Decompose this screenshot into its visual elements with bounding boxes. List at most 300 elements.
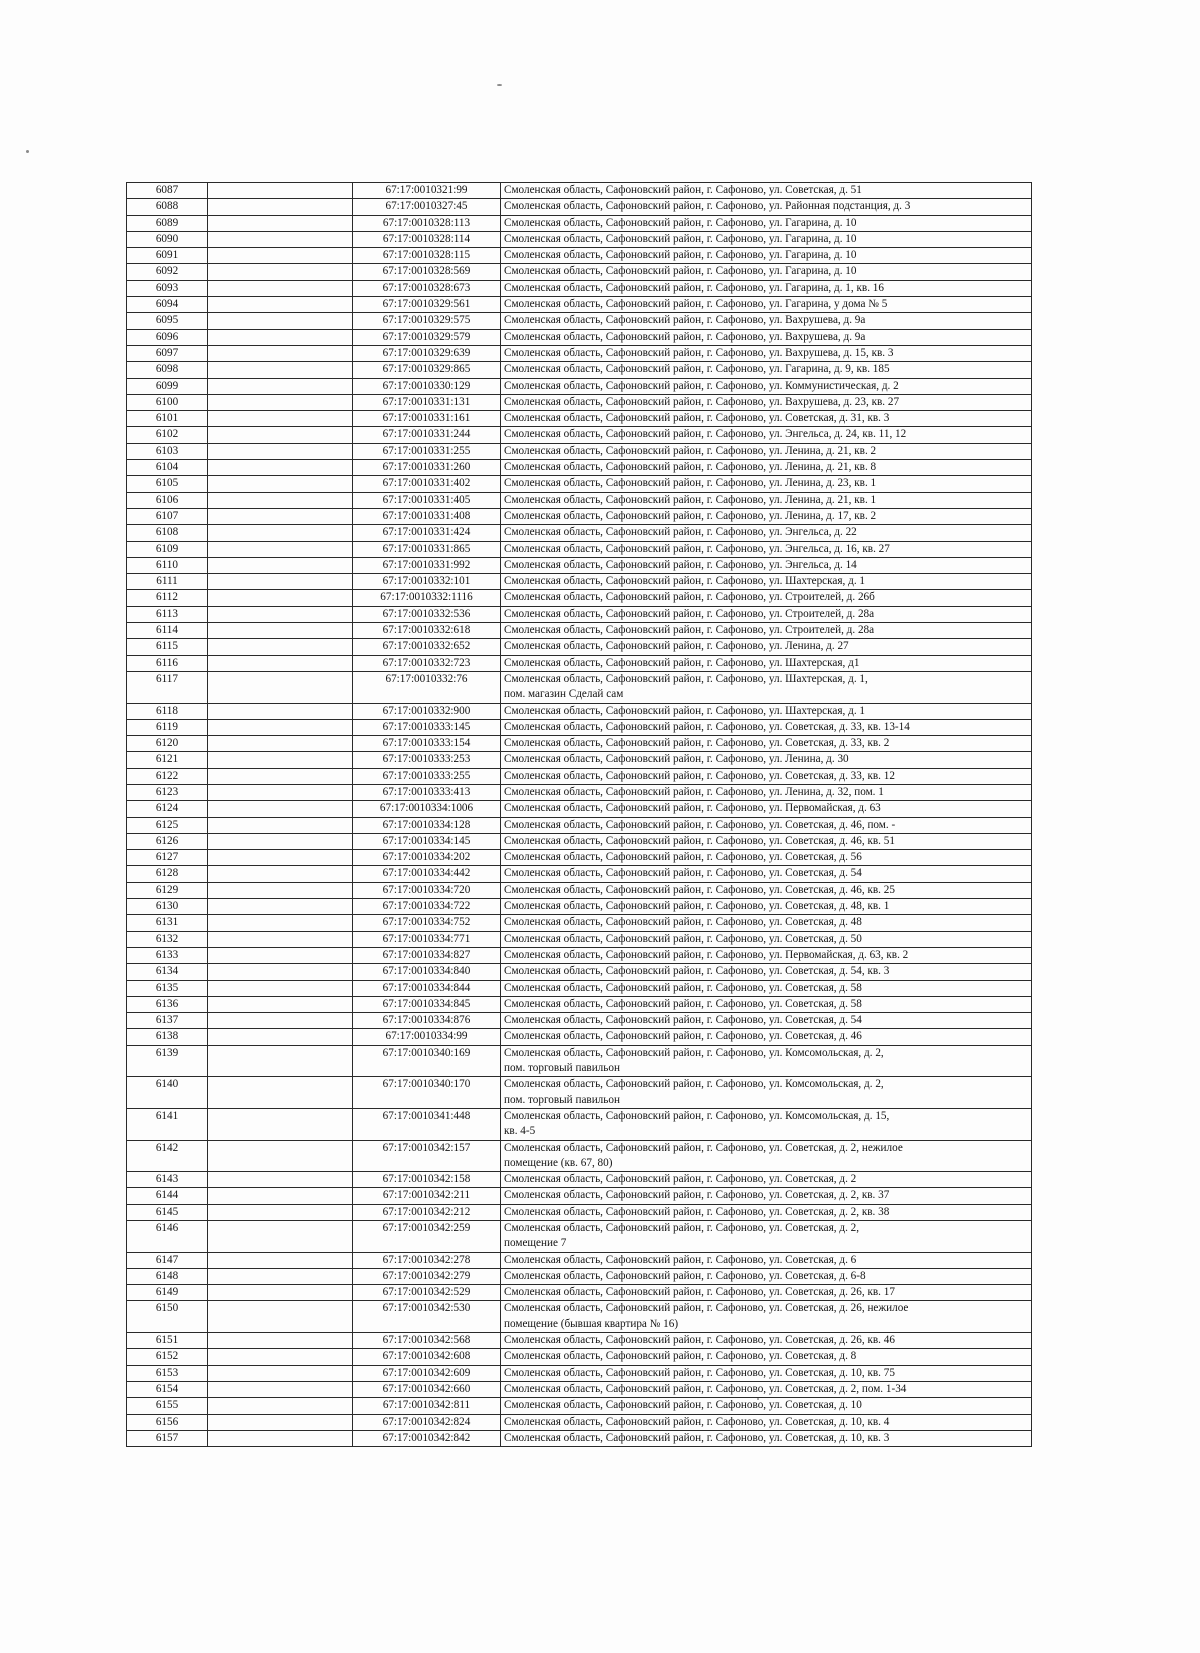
address-cell (501, 655, 1032, 671)
cadastral-number-cell: 67:17:0010332:618 (353, 623, 501, 639)
empty-cell (208, 1188, 353, 1204)
address-line: Смоленская область, Сафоновский район, г. Сафоново, ул. Советская, д. 2, нежилое (504, 1141, 903, 1154)
cadastral-number-cell: 67:17:0010342:568 (353, 1333, 501, 1349)
row-number-cell: 6123 (127, 784, 208, 800)
address-cell (501, 752, 1032, 768)
row-number-cell: 6127 (127, 850, 208, 866)
table-row (127, 492, 1032, 508)
table-row (127, 1381, 1032, 1397)
address-cell (501, 899, 1032, 915)
cadastral-number-cell: 67:17:0010333:145 (353, 719, 501, 735)
address-line: Смоленская область, Сафоновский район, г. Сафоново, ул. Советская, д. 54, кв. 3 (504, 965, 890, 978)
address-line: Смоленская область, Сафоновский район, г. Сафоново, ул. Ленина, д. 32, пом. 1 (504, 785, 884, 798)
cadastral-number-cell: 67:17:0010334:442 (353, 866, 501, 882)
cadastral-number-cell: 67:17:0010342:811 (353, 1398, 501, 1414)
empty-cell (208, 817, 353, 833)
empty-cell (208, 866, 353, 882)
address-line: Смоленская область, Сафоновский район, г. Сафоново, ул. Советская, д. 54 (504, 867, 862, 880)
row-number-cell: 6108 (127, 525, 208, 541)
address-line: Смоленская область, Сафоновский район, г. Сафоново, ул. Строителей, д. 26б (504, 591, 875, 604)
empty-cell (208, 378, 353, 394)
address-cell (501, 443, 1032, 459)
empty-cell (208, 1108, 353, 1140)
address-line: Смоленская область, Сафоновский район, г. Сафоново, ул. Советская, д. 26, нежилое (504, 1302, 909, 1315)
table-row (127, 947, 1032, 963)
empty-cell (208, 1301, 353, 1333)
table-row (127, 1013, 1032, 1029)
cadastral-number-cell: 67:17:0010342:278 (353, 1252, 501, 1268)
empty-cell (208, 1221, 353, 1253)
address-line: Смоленская область, Сафоновский район, г. Сафоново, ул. Ленина, д. 21, кв. 1 (504, 493, 877, 506)
address-cell (501, 1430, 1032, 1446)
address-line: Смоленская область, Сафоновский район, г. Сафоново, ул. Ленина, д. 27 (504, 640, 849, 653)
address-line: Смоленская область, Сафоновский район, г. Сафоново, ул. Комсомольская, д. 2, (504, 1046, 884, 1059)
table-row (127, 1365, 1032, 1381)
table-row (127, 833, 1032, 849)
address-line: Смоленская область, Сафоновский район, г. Сафоново, ул. Советская, д. 54 (504, 1014, 862, 1027)
empty-cell (208, 460, 353, 476)
row-number-cell: 6105 (127, 476, 208, 492)
address-cell (501, 1029, 1032, 1045)
table-row (127, 1140, 1032, 1172)
row-number-cell: 6114 (127, 623, 208, 639)
row-number-cell: 6109 (127, 541, 208, 557)
cadastral-number-cell: 67:17:0010329:639 (353, 345, 501, 361)
table-row (127, 1301, 1032, 1333)
address-line: Смоленская область, Сафоновский район, г. Сафоново, ул. Строителей, д. 28а (504, 624, 875, 637)
empty-cell (208, 1414, 353, 1430)
address-line: Смоленская область, Сафоновский район, г. Сафоново, ул. Ленина, д. 23, кв. 1 (504, 477, 877, 490)
row-number-cell: 6135 (127, 980, 208, 996)
address-cell (501, 394, 1032, 410)
cadastral-number-cell: 67:17:0010334:722 (353, 899, 501, 915)
address-cell (501, 183, 1032, 199)
address-line-continued: пом. торговый павильон (504, 1062, 620, 1075)
empty-cell (208, 345, 353, 361)
empty-cell (208, 833, 353, 849)
empty-cell (208, 623, 353, 639)
address-cell (501, 492, 1032, 508)
row-number-cell: 6138 (127, 1029, 208, 1045)
address-line: Смоленская область, Сафоновский район, г. Сафоново, ул. Советская, д. 10, кв. 75 (504, 1366, 895, 1379)
address-cell (501, 703, 1032, 719)
cadastral-number-cell: 67:17:0010342:211 (353, 1188, 501, 1204)
cadastral-number-cell: 67:17:0010328:673 (353, 280, 501, 296)
table-row (127, 768, 1032, 784)
address-line: Смоленская область, Сафоновский район, г. Сафоново, ул. Советская, д. 2 (504, 1173, 857, 1186)
address-cell (501, 476, 1032, 492)
row-number-cell: 6118 (127, 703, 208, 719)
table-row (127, 752, 1032, 768)
row-number-cell: 6143 (127, 1172, 208, 1188)
address-cell (501, 1285, 1032, 1301)
row-number-cell: 6104 (127, 460, 208, 476)
cadastral-number-cell: 67:17:0010342:259 (353, 1221, 501, 1253)
cadastral-number-cell: 67:17:0010331:408 (353, 508, 501, 524)
address-line-continued: пом. магазин Сделай сам (504, 688, 624, 701)
row-number-cell: 6145 (127, 1204, 208, 1220)
address-cell (501, 1398, 1032, 1414)
empty-cell (208, 964, 353, 980)
address-cell (501, 280, 1032, 296)
address-cell (501, 329, 1032, 345)
row-number-cell: 6142 (127, 1140, 208, 1172)
address-line: Смоленская область, Сафоновский район, г. Сафоново, ул. Гагарина, д. 1, кв. 16 (504, 281, 884, 294)
empty-cell (208, 1172, 353, 1188)
address-line: Смоленская область, Сафоновский район, г. Сафоново, ул. Советская, д. 6 (504, 1253, 857, 1266)
row-number-cell: 6101 (127, 411, 208, 427)
empty-cell (208, 199, 353, 215)
cadastral-number-cell: 67:17:0010334:876 (353, 1013, 501, 1029)
address-line: Смоленская область, Сафоновский район, г. Сафоново, ул. Советская, д. 2, пом. 1-34 (504, 1382, 907, 1395)
empty-cell (208, 915, 353, 931)
address-line: Смоленская область, Сафоновский район, г. Сафоново, ул. Ленина, д. 21, кв. 8 (504, 461, 877, 474)
row-number-cell: 6150 (127, 1301, 208, 1333)
cadastral-number-cell: 67:17:0010331:865 (353, 541, 501, 557)
row-number-cell: 6139 (127, 1045, 208, 1077)
row-number-cell: 6110 (127, 557, 208, 573)
cadastral-number-cell: 67:17:0010331:255 (353, 443, 501, 459)
empty-cell (208, 784, 353, 800)
row-number-cell: 6113 (127, 606, 208, 622)
empty-cell (208, 606, 353, 622)
table-row (127, 996, 1032, 1012)
empty-cell (208, 1077, 353, 1109)
cadastral-number-cell: 67:17:0010331:131 (353, 394, 501, 410)
row-number-cell: 6112 (127, 590, 208, 606)
cadastral-number-cell: 67:17:0010333:154 (353, 736, 501, 752)
cadastral-number-cell: 67:17:0010341:448 (353, 1108, 501, 1140)
row-number-cell: 6092 (127, 264, 208, 280)
address-cell (501, 297, 1032, 313)
address-line: Смоленская область, Сафоновский район, г. Сафоново, ул. Гагарина, д. 10 (504, 216, 857, 229)
empty-cell (208, 1204, 353, 1220)
address-line: Смоленская область, Сафоновский район, г. Сафоново, ул. Гагарина, д. 10 (504, 249, 857, 262)
cadastral-number-cell: 67:17:0010342:530 (353, 1301, 501, 1333)
address-line: Смоленская область, Сафоновский район, г. Сафоново, ул. Советская, д. 31, кв. 3 (504, 412, 890, 425)
table-row (127, 671, 1032, 703)
table-row (127, 394, 1032, 410)
table-row (127, 1414, 1032, 1430)
empty-cell (208, 427, 353, 443)
address-line: Смоленская область, Сафоновский район, г. Сафоново, ул. Советская, д. 48 (504, 916, 862, 929)
scan-speck (26, 150, 29, 153)
row-number-cell: 6120 (127, 736, 208, 752)
row-number-cell: 6115 (127, 639, 208, 655)
address-cell (501, 1221, 1032, 1253)
cadastral-number-cell: 67:17:0010334:771 (353, 931, 501, 947)
table-row (127, 1430, 1032, 1446)
address-line: Смоленская область, Сафоновский район, г. Сафоново, ул. Шахтерская, д. 1, (504, 672, 868, 685)
address-cell (501, 671, 1032, 703)
row-number-cell: 6129 (127, 882, 208, 898)
table-row (127, 1221, 1032, 1253)
row-number-cell: 6121 (127, 752, 208, 768)
cadastral-number-cell: 67:17:0010342:609 (353, 1365, 501, 1381)
table-row (127, 1252, 1032, 1268)
table-row (127, 427, 1032, 443)
address-line: Смоленская область, Сафоновский район, г. Сафоново, ул. Шахтерская, д. 1 (504, 575, 866, 588)
row-number-cell: 6090 (127, 231, 208, 247)
address-cell (501, 947, 1032, 963)
cadastral-number-cell: 67:17:0010334:840 (353, 964, 501, 980)
row-number-cell: 6152 (127, 1349, 208, 1365)
row-number-cell: 6124 (127, 801, 208, 817)
table-row (127, 964, 1032, 980)
row-number-cell: 6117 (127, 671, 208, 703)
address-cell (501, 801, 1032, 817)
address-line-continued: помещение (кв. 67, 80) (504, 1156, 613, 1169)
cadastral-number-cell: 67:17:0010334:145 (353, 833, 501, 849)
address-line: Смоленская область, Сафоновский район, г. Сафоново, ул. Советская, д. 10, кв. 3 (504, 1431, 890, 1444)
table-row (127, 1188, 1032, 1204)
address-line: Смоленская область, Сафоновский район, г. Сафоново, ул. Шахтерская, д1 (504, 656, 860, 669)
address-cell (501, 1333, 1032, 1349)
address-cell (501, 1188, 1032, 1204)
row-number-cell: 6156 (127, 1414, 208, 1430)
empty-cell (208, 1252, 353, 1268)
table-row (127, 817, 1032, 833)
cadastral-number-cell: 67:17:0010342:824 (353, 1414, 501, 1430)
address-line: Смоленская область, Сафоновский район, г. Сафоново, ул. Ленина, д. 21, кв. 2 (504, 444, 877, 457)
empty-cell (208, 492, 353, 508)
row-number-cell: 6133 (127, 947, 208, 963)
address-line: Смоленская область, Сафоновский район, г. Сафоново, ул. Советская, д. 26, кв. 46 (504, 1334, 895, 1347)
table-row (127, 606, 1032, 622)
table-row (127, 183, 1032, 199)
address-cell (501, 784, 1032, 800)
row-number-cell: 6125 (127, 817, 208, 833)
table-row (127, 231, 1032, 247)
scan-speck (497, 84, 502, 86)
empty-cell (208, 264, 353, 280)
row-number-cell: 6140 (127, 1077, 208, 1109)
cadastral-number-cell: 67:17:0010333:413 (353, 784, 501, 800)
address-cell (501, 1381, 1032, 1397)
table-row (127, 590, 1032, 606)
table-row (127, 980, 1032, 996)
empty-cell (208, 280, 353, 296)
empty-cell (208, 899, 353, 915)
cadastral-number-cell: 67:17:0010332:652 (353, 639, 501, 655)
empty-cell (208, 362, 353, 378)
address-line-continued: помещение (бывшая квартира № 16) (504, 1317, 679, 1330)
address-cell (501, 525, 1032, 541)
row-number-cell: 6151 (127, 1333, 208, 1349)
cadastral-number-cell: 67:17:0010342:842 (353, 1430, 501, 1446)
table-row (127, 1333, 1032, 1349)
address-line: Смоленская область, Сафоновский район, г. Сафоново, ул. Советская, д. 2, кв. 38 (504, 1205, 890, 1218)
empty-cell (208, 736, 353, 752)
address-cell (501, 996, 1032, 1012)
empty-cell (208, 703, 353, 719)
address-cell (501, 313, 1032, 329)
address-line: Смоленская область, Сафоновский район, г. Сафоново, ул. Комсомольская, д. 15, (504, 1109, 890, 1122)
cadastral-number-cell: 67:17:0010342:212 (353, 1204, 501, 1220)
address-cell (501, 866, 1032, 882)
table-row (127, 915, 1032, 931)
empty-cell (208, 768, 353, 784)
table-row (127, 313, 1032, 329)
address-cell (501, 1301, 1032, 1333)
address-cell (501, 1108, 1032, 1140)
address-cell (501, 557, 1032, 573)
row-number-cell: 6094 (127, 297, 208, 313)
row-number-cell: 6122 (127, 768, 208, 784)
empty-cell (208, 1430, 353, 1446)
row-number-cell: 6141 (127, 1108, 208, 1140)
address-cell (501, 264, 1032, 280)
row-number-cell: 6093 (127, 280, 208, 296)
row-number-cell: 6155 (127, 1398, 208, 1414)
address-cell (501, 1172, 1032, 1188)
row-number-cell: 6157 (127, 1430, 208, 1446)
table-row (127, 215, 1032, 231)
registry-table-body (127, 183, 1032, 1447)
address-cell (501, 199, 1032, 215)
row-number-cell: 6088 (127, 199, 208, 215)
empty-cell (208, 1045, 353, 1077)
row-number-cell: 6128 (127, 866, 208, 882)
empty-cell (208, 313, 353, 329)
row-number-cell: 6095 (127, 313, 208, 329)
address-line-continued: пом. торговый павильон (504, 1093, 620, 1106)
cadastral-number-cell: 67:17:0010327:45 (353, 199, 501, 215)
address-cell (501, 427, 1032, 443)
address-line: Смоленская область, Сафоновский район, г. Сафоново, ул. Советская, д. 8 (504, 1350, 857, 1363)
address-line: Смоленская область, Сафоновский район, г. Сафоново, ул. Советская, д. 26, кв. 17 (504, 1286, 895, 1299)
address-cell (501, 590, 1032, 606)
empty-cell (208, 1381, 353, 1397)
table-row (127, 784, 1032, 800)
registry-table (126, 182, 1032, 1447)
cadastral-number-cell: 67:17:0010328:115 (353, 248, 501, 264)
table-row (127, 850, 1032, 866)
cadastral-number-cell: 67:17:0010342:529 (353, 1285, 501, 1301)
empty-cell (208, 508, 353, 524)
empty-cell (208, 215, 353, 231)
row-number-cell: 6144 (127, 1188, 208, 1204)
empty-cell (208, 1365, 353, 1381)
empty-cell (208, 801, 353, 817)
address-line: Смоленская область, Сафоновский район, г. Сафоново, ул. Советская, д. 51 (504, 184, 862, 196)
row-number-cell: 6134 (127, 964, 208, 980)
cadastral-number-cell: 67:17:0010332:536 (353, 606, 501, 622)
row-number-cell: 6154 (127, 1381, 208, 1397)
cadastral-number-cell: 67:17:0010334:128 (353, 817, 501, 833)
address-cell (501, 817, 1032, 833)
cadastral-number-cell: 67:17:0010328:113 (353, 215, 501, 231)
cadastral-number-cell: 67:17:0010331:424 (353, 525, 501, 541)
address-line-continued: помещение 7 (504, 1237, 567, 1250)
address-line: Смоленская область, Сафоновский район, г. Сафоново, ул. Районная подстанция, д. 3 (504, 200, 911, 213)
empty-cell (208, 590, 353, 606)
cadastral-number-cell: 67:17:0010329:865 (353, 362, 501, 378)
address-cell (501, 964, 1032, 980)
cadastral-number-cell: 67:17:0010330:129 (353, 378, 501, 394)
row-number-cell: 6126 (127, 833, 208, 849)
address-line: Смоленская область, Сафоновский район, г. Сафоново, ул. Вахрушева, д. 23, кв. 27 (504, 395, 900, 408)
address-cell (501, 915, 1032, 931)
table-row (127, 1398, 1032, 1414)
empty-cell (208, 1398, 353, 1414)
empty-cell (208, 443, 353, 459)
table-row (127, 899, 1032, 915)
address-line: Смоленская область, Сафоновский район, г. Сафоново, ул. Гагарина, д. 9, кв. 185 (504, 363, 890, 376)
empty-cell (208, 411, 353, 427)
address-line: Смоленская область, Сафоновский район, г. Сафоново, ул. Гагарина, у дома № 5 (504, 298, 888, 311)
table-row (127, 378, 1032, 394)
row-number-cell: 6153 (127, 1365, 208, 1381)
table-row (127, 1172, 1032, 1188)
empty-cell (208, 525, 353, 541)
table-row (127, 345, 1032, 361)
empty-cell (208, 639, 353, 655)
empty-cell (208, 1268, 353, 1284)
address-line: Смоленская область, Сафоновский район, г. Сафоново, ул. Советская, д. 2, кв. 37 (504, 1189, 890, 1202)
cadastral-number-cell: 67:17:0010334:827 (353, 947, 501, 963)
address-cell (501, 1414, 1032, 1430)
address-line: Смоленская область, Сафоновский район, г. Сафоново, ул. Советская, д. 58 (504, 981, 862, 994)
table-row (127, 460, 1032, 476)
table-row (127, 280, 1032, 296)
address-cell (501, 508, 1032, 524)
address-cell (501, 768, 1032, 784)
empty-cell (208, 1140, 353, 1172)
row-number-cell: 6136 (127, 996, 208, 1012)
address-line: Смоленская область, Сафоновский район, г. Сафоново, ул. Энгельса, д. 14 (504, 558, 857, 571)
address-cell (501, 1013, 1032, 1029)
empty-cell (208, 557, 353, 573)
row-number-cell: 6119 (127, 719, 208, 735)
empty-cell (208, 1013, 353, 1029)
cadastral-number-cell: 67:17:0010342:660 (353, 1381, 501, 1397)
address-line: Смоленская область, Сафоновский район, г. Сафоново, ул. Вахрушева, д. 15, кв. 3 (504, 346, 894, 359)
row-number-cell: 6107 (127, 508, 208, 524)
empty-cell (208, 394, 353, 410)
cadastral-number-cell: 67:17:0010334:1006 (353, 801, 501, 817)
address-line: Смоленская область, Сафоновский район, г. Сафоново, ул. Энгельса, д. 16, кв. 27 (504, 542, 890, 555)
table-row (127, 362, 1032, 378)
address-cell (501, 378, 1032, 394)
row-number-cell: 6099 (127, 378, 208, 394)
cadastral-number-cell: 67:17:0010328:114 (353, 231, 501, 247)
row-number-cell: 6132 (127, 931, 208, 947)
empty-cell (208, 1349, 353, 1365)
table-row (127, 1268, 1032, 1284)
address-line: Смоленская область, Сафоновский район, г. Сафоново, ул. Советская, д. 46, кв. 25 (504, 883, 895, 896)
address-cell (501, 1204, 1032, 1220)
address-cell (501, 833, 1032, 849)
empty-cell (208, 476, 353, 492)
table-row (127, 1204, 1032, 1220)
cadastral-number-cell: 67:17:0010328:569 (353, 264, 501, 280)
address-line: Смоленская область, Сафоновский район, г. Сафоново, ул. Советская, д. 48, кв. 1 (504, 900, 890, 913)
address-line: Смоленская область, Сафоновский район, г. Сафоново, ул. Советская, д. 46, кв. 51 (504, 834, 895, 847)
row-number-cell: 6146 (127, 1221, 208, 1253)
table-row (127, 1285, 1032, 1301)
address-line: Смоленская область, Сафоновский район, г. Сафоново, ул. Ленина, д. 30 (504, 753, 849, 766)
empty-cell (208, 947, 353, 963)
cadastral-number-cell: 67:17:0010342:158 (353, 1172, 501, 1188)
empty-cell (208, 1285, 353, 1301)
cadastral-number-cell: 67:17:0010331:402 (353, 476, 501, 492)
cadastral-number-cell: 67:17:0010321:99 (353, 183, 501, 199)
table-row (127, 882, 1032, 898)
cadastral-number-cell: 67:17:0010334:752 (353, 915, 501, 931)
table-row (127, 557, 1032, 573)
cadastral-number-cell: 67:17:0010332:76 (353, 671, 501, 703)
